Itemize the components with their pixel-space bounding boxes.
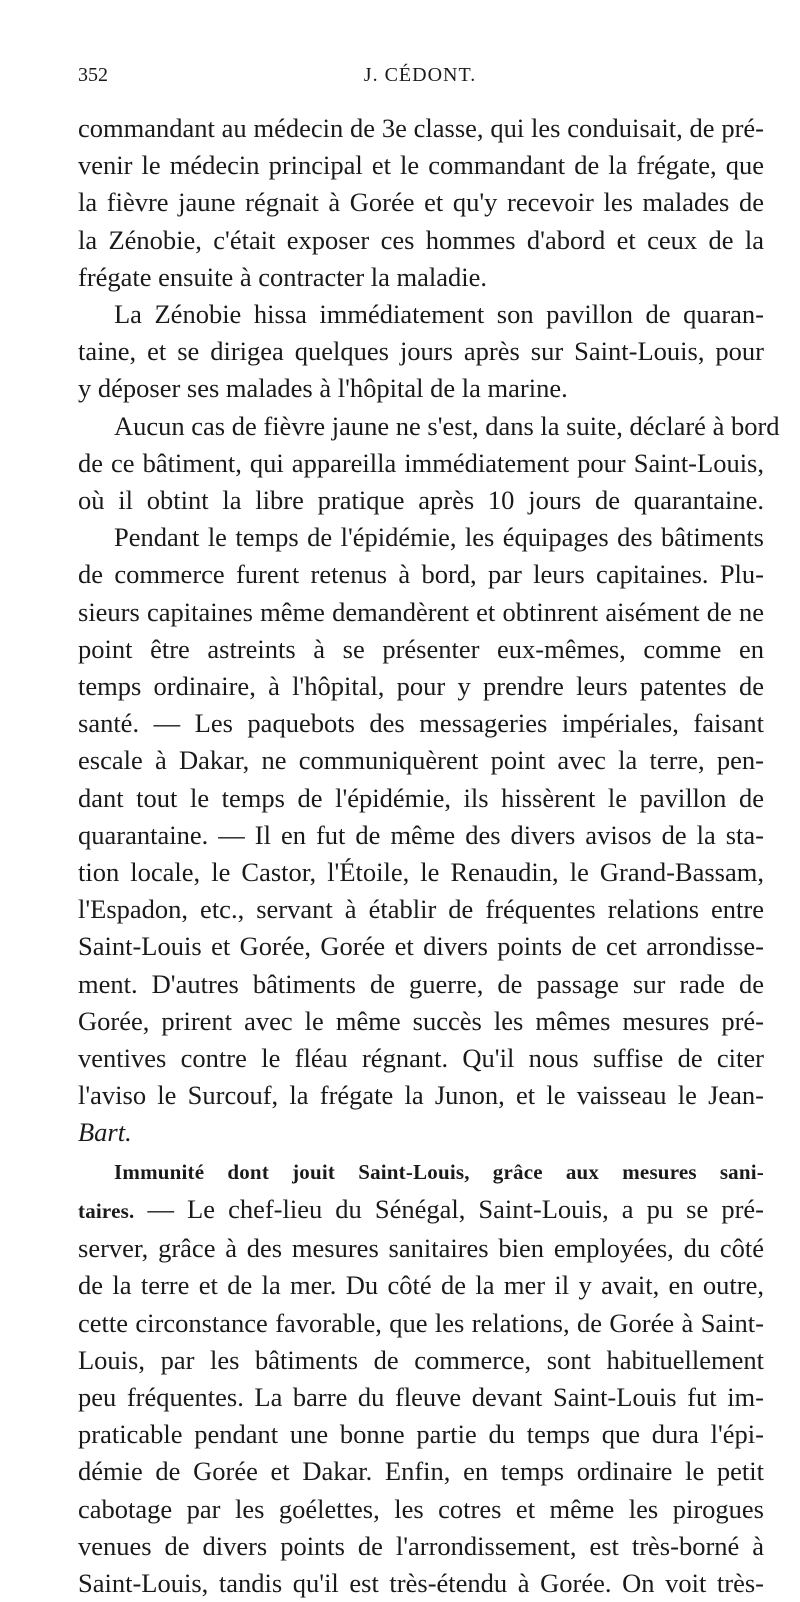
- text-line: cette circonstance favorable, que les relations, de Gorée à Saint-: [78, 1307, 764, 1338]
- text-line: ventives contre le fléau régnant. Qu'il nous suffise de citer: [78, 1043, 764, 1074]
- page-number: 352: [78, 64, 108, 86]
- text-line: Pendant le temps de l'épidémie, les équipages des bâtiments: [114, 522, 764, 553]
- text-line: y déposer ses malades à l'hôpital de la marine.: [78, 373, 568, 404]
- text-line: Saint-Louis et Gorée, Gorée et divers points de cet arrondisse-: [78, 931, 764, 962]
- text-line: de commerce furent retenus à bord, par leurs capitaines. Plu-: [78, 559, 764, 590]
- text-line: la fièvre jaune régnait à Gorée et qu'y recevoir les malades de: [78, 187, 764, 218]
- paragraph-3: [78, 408, 780, 520]
- text-line: venues de divers points de l'arrondissement, est très-borné à: [78, 1530, 764, 1561]
- paragraph-1: [78, 110, 764, 296]
- text-line: taine, et se dirigea quelques jours après sur Saint-Louis, pour: [78, 336, 764, 367]
- text-line: dant tout le temps de l'épidémie, ils hissèrent le pavillon de: [78, 782, 764, 813]
- section-heading-cont: taires.: [78, 1198, 135, 1223]
- paragraph-2: [78, 296, 764, 408]
- text-line: la Zénobie, c'était exposer ces hommes d'abord et ceux de la: [78, 224, 764, 255]
- text-line: temps ordinaire, à l'hôpital, pour y prendre leurs patentes de: [78, 671, 764, 702]
- body-text: [78, 110, 780, 1602]
- text-line: Aucun cas de fièvre jaune ne s'est, dans la suite, déclaré à bord: [114, 410, 780, 441]
- text-line: l'Espadon, etc., servant à établir de fréquentes relations entre: [78, 894, 764, 925]
- text-line: où il obtint la libre pratique après 10 jours de quarantaine.: [78, 485, 764, 516]
- text-line: Saint-Louis, tandis qu'il est très-étendu à Gorée. On voit très-: [78, 1567, 764, 1598]
- text-line: server, grâce à des mesures sanitaires bien employées, du côté: [78, 1233, 764, 1264]
- text-line: l'aviso le Surcouf, la frégate la Junon, et le vaisseau le Jean-: [78, 1080, 764, 1111]
- text-line: point être astreints à se présenter eux-mêmes, comme en: [78, 633, 764, 664]
- text-line: de ce bâtiment, qui appareilla immédiatement pour Saint-Louis,: [78, 447, 764, 478]
- text-line: Bart.: [78, 1117, 132, 1148]
- paragraph-4: [78, 519, 764, 1151]
- text-line: Gorée, prirent avec le même succès les mêmes mesures pré-: [78, 1005, 764, 1036]
- paragraph-5: [78, 1152, 764, 1602]
- section-heading: Immunité dont jouit Saint-Louis, grâce aux mesures sani-: [114, 1159, 764, 1184]
- text-line: démie de Gorée et Dakar. Enfin, en temps ordinaire le petit: [78, 1456, 764, 1487]
- text-line: sieurs capitaines même demandèrent et obtinrent aisément de ne: [78, 596, 764, 627]
- section-heading-line: [78, 1152, 764, 1191]
- text-line: de la terre et de la mer. Du côté de la mer il y avait, en outre,: [78, 1270, 764, 1301]
- text-line: praticable pendant une bonne partie du temps que dura l'épi-: [78, 1419, 764, 1450]
- text-line: ment. D'autres bâtiments de guerre, de passage sur rade de: [78, 968, 764, 999]
- text-line: La Zénobie hissa immédiatement son pavillon de quaran-: [114, 299, 764, 330]
- running-title: J. CÉDONT.: [363, 64, 477, 86]
- text-line: commandant au médecin de 3e classe, qui les conduisait, de pré-: [78, 113, 764, 143]
- text-run: — Le chef-lieu du Sénégal, Saint-Louis, a pu se pré-: [134, 1193, 764, 1224]
- text-line: Louis, par les bâtiments de commerce, sont habituellement: [78, 1344, 764, 1375]
- text-line: cabotage par les goélettes, les cotres et même les pirogues: [78, 1493, 764, 1524]
- text-line: tion locale, le Castor, l'Étoile, le Renaudin, le Grand-Bassam,: [78, 857, 764, 888]
- text-line: [78, 1191, 764, 1230]
- page-header: [78, 64, 762, 94]
- text-line: santé. — Les paquebots des messageries impériales, faisant: [78, 708, 764, 739]
- text-line: escale à Dakar, ne communiquèrent point avec la terre, pen-: [78, 745, 764, 776]
- text-line: peu fréquentes. La barre du fleuve devant Saint-Louis fut im-: [78, 1381, 764, 1412]
- text-line: quarantaine. — Il en fut de même des divers avisos de la sta-: [78, 819, 764, 850]
- text-line: venir le médecin principal et le commandant de la frégate, que: [78, 150, 764, 181]
- text-line: frégate ensuite à contracter la maladie.: [78, 261, 488, 292]
